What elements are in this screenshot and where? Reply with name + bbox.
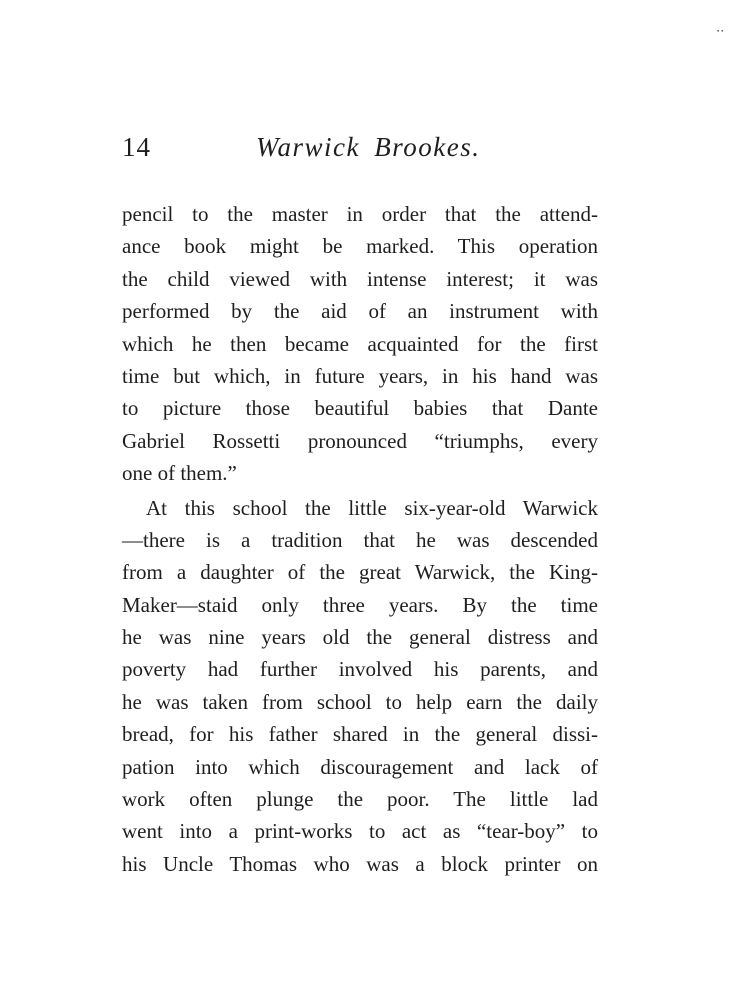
text-line: one of them.”	[122, 461, 237, 486]
text-line: the child viewed with intense interest; it was	[122, 266, 598, 291]
text-line: —there is a tradition that he was descended	[122, 527, 598, 552]
text-line: bread, for his father shared in the general dissi-	[122, 722, 598, 747]
text-line: pencil to the master in order that the attend-	[122, 202, 598, 226]
text-line: went into a print-works to act as “tear-boy” to	[122, 819, 598, 844]
text-line: performed by the aid of an instrument with	[122, 299, 598, 324]
text-line: poverty had further involved his parents, and	[122, 657, 598, 682]
corner-mark: ⋅⋅	[716, 24, 725, 38]
text-line: he was nine years old the general distress and	[122, 625, 598, 650]
text-line: he was taken from school to help earn the daily	[122, 689, 598, 714]
running-title: Warwick Brookes.	[256, 132, 481, 162]
text-line: from a daughter of the great Warwick, the King-	[122, 560, 598, 585]
text-line: to picture those beautiful babies that Dante	[122, 396, 598, 421]
text-line: work often plunge the poor. The little lad	[122, 787, 598, 812]
running-head	[122, 132, 602, 172]
text-line: pation into which discouragement and lack of	[122, 754, 598, 779]
text-line: At this school the little six-year-old Warwick	[146, 495, 598, 520]
text-line: which he then became acquainted for the first	[122, 331, 598, 356]
text-line: time but which, in future years, in his hand was	[122, 363, 598, 388]
text-line: his Uncle Thomas who was a block printer on	[122, 851, 598, 876]
text-line: ance book might be marked. This operation	[122, 234, 598, 259]
body-text	[122, 198, 598, 880]
text-line: Gabriel Rossetti pronounced “triumphs, every	[122, 428, 598, 453]
page-number: 14	[122, 132, 151, 162]
text-line: Maker—staid only three years. By the time	[122, 592, 598, 617]
